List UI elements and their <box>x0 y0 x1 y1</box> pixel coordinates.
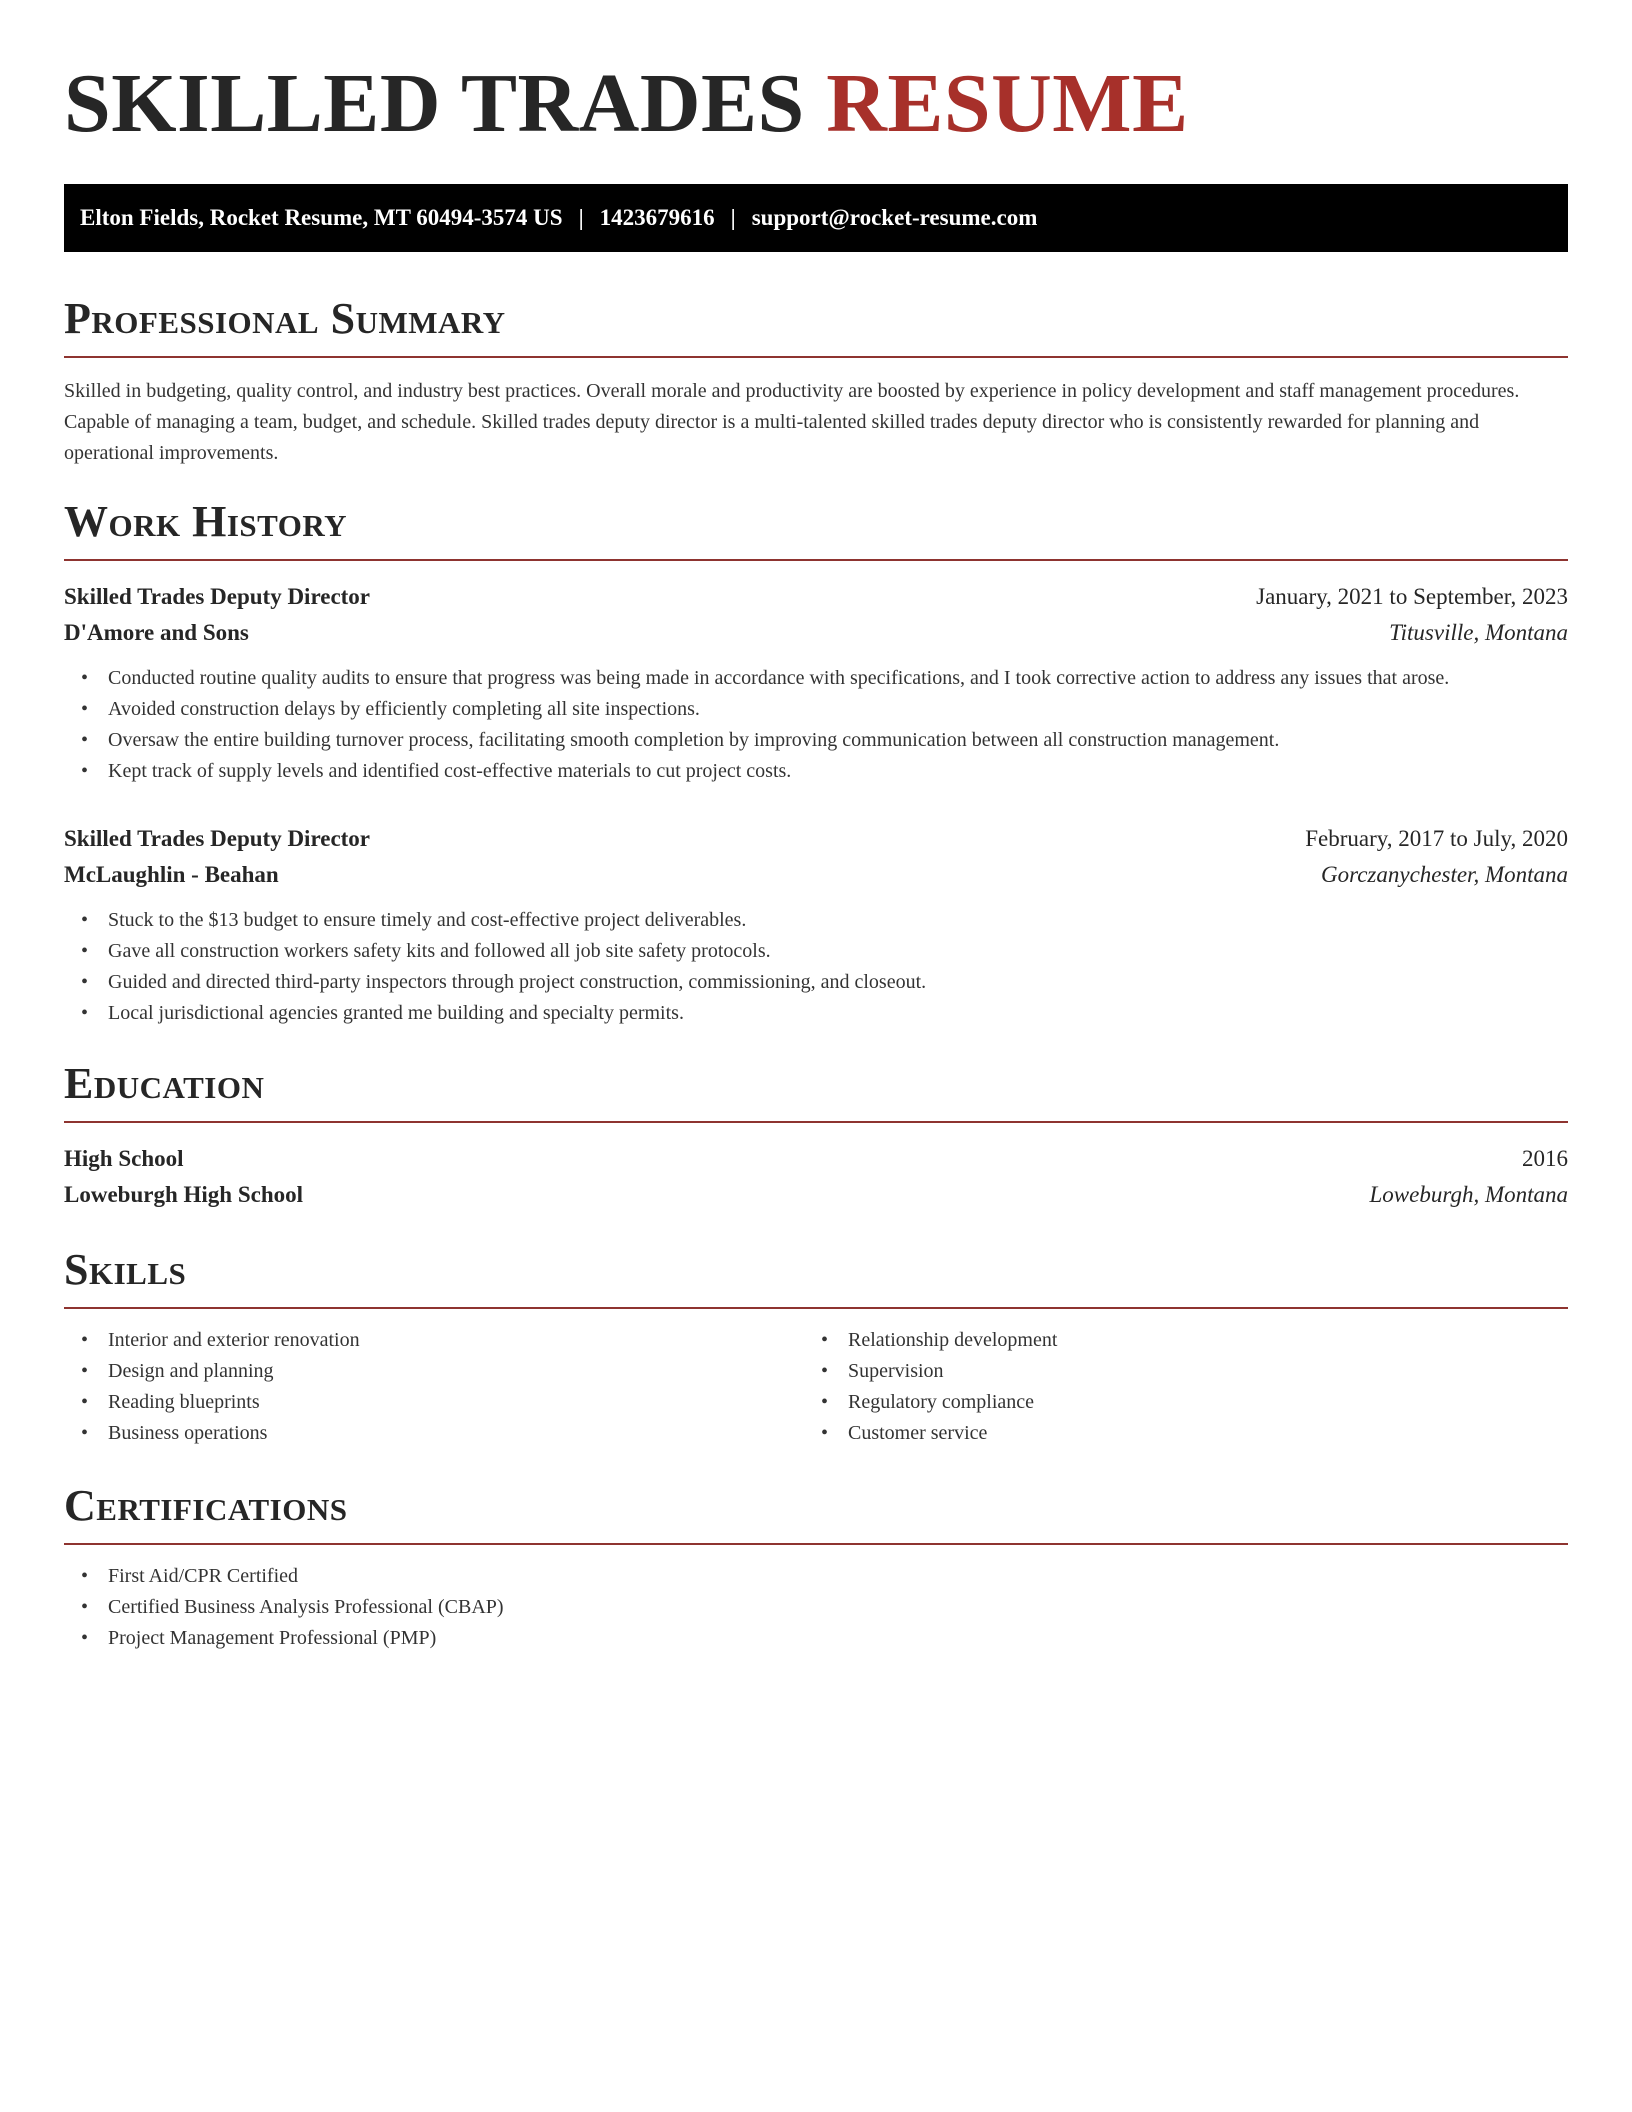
list-item: • First Aid/CPR Certified <box>64 1561 1568 1592</box>
contact-separator: | <box>730 205 736 230</box>
section-divider <box>64 559 1568 561</box>
job-dates: February, 2017 to July, 2020 <box>1305 826 1568 851</box>
education-school: Loweburgh High School <box>64 1182 303 1207</box>
work-history-heading: Work History <box>64 497 348 546</box>
job-title: Skilled Trades Deputy Director <box>64 826 371 851</box>
contact-email: support@rocket-resume.com <box>751 205 1038 230</box>
title-main: SKILLED TRADES <box>64 57 805 150</box>
job-entry <box>64 579 1568 787</box>
skills-list-left <box>64 1325 804 1449</box>
education-entry <box>64 1141 1568 1213</box>
education-degree-row <box>64 1141 1568 1177</box>
job-location: Gorczanychester, Montana <box>1321 862 1568 887</box>
certifications-section <box>64 1479 1568 1654</box>
list-item: • Oversaw the entire building turnover process, facilitating smooth completion by improving communication between all construction management. <box>64 725 1568 756</box>
list-item: • Avoided construction delays by efficiently completing all site inspections. <box>64 694 1568 725</box>
contact-bar <box>64 184 1568 252</box>
contact-phone: 1423679616 <box>599 205 715 230</box>
list-item: • Reading blueprints <box>64 1387 804 1418</box>
section-divider <box>64 1121 1568 1123</box>
skills-heading: Skills <box>64 1245 187 1294</box>
resume-title <box>64 52 1568 156</box>
list-item: • Supervision <box>804 1356 1544 1387</box>
title-accent: RESUME <box>826 57 1189 150</box>
list-item: • Regulatory compliance <box>804 1387 1544 1418</box>
list-item: • Interior and exterior renovation <box>64 1325 804 1356</box>
list-item: • Kept track of supply levels and identified cost-effective materials to cut project costs. <box>64 756 1568 787</box>
education-year: 2016 <box>1522 1146 1568 1171</box>
list-item: • Design and planning <box>64 1356 804 1387</box>
summary-text: Skilled in budgeting, quality control, and industry best practices. Overall morale and productivity are boosted by experience in policy development and staff management procedures. Capable of managing a team, budget, and schedule. Skilled trades deputy director is a multi-talented skilled trades deputy director who is consistently rewarded for planning and operational improvements. <box>64 380 1520 464</box>
list-item: • Local jurisdictional agencies granted me building and specialty permits. <box>64 998 1568 1029</box>
certifications-list <box>64 1561 1568 1654</box>
contact-address: Elton Fields, Rocket Resume, MT 60494-3574 US <box>80 205 563 230</box>
list-item: • Certified Business Analysis Professional (CBAP) <box>64 1592 1568 1623</box>
job-company-row <box>64 857 1568 893</box>
list-item: • Stuck to the $13 budget to ensure timely and cost-effective project deliverables. <box>64 905 1568 936</box>
list-item: • Project Management Professional (PMP) <box>64 1623 1568 1654</box>
job-entry <box>64 821 1568 1029</box>
job-bullets <box>64 905 1568 1029</box>
section-divider <box>64 1307 1568 1309</box>
summary-heading: Professional Summary <box>64 294 506 343</box>
list-item: • Customer service <box>804 1418 1544 1449</box>
education-heading: Education <box>64 1059 265 1108</box>
job-dates: January, 2021 to September, 2023 <box>1256 584 1568 609</box>
list-item: • Conducted routine quality audits to ensure that progress was being made in accordance with specifications, and I took corrective action to address any issues that arose. <box>64 663 1568 694</box>
summary-section <box>64 292 1568 469</box>
list-item: • Gave all construction workers safety kits and followed all job site safety protocols. <box>64 936 1568 967</box>
skills-list-right <box>804 1325 1544 1449</box>
list-item: • Business operations <box>64 1418 804 1449</box>
education-degree: High School <box>64 1146 184 1171</box>
education-location: Loweburgh, Montana <box>1369 1182 1568 1207</box>
skills-columns <box>64 1325 1568 1449</box>
education-school-row <box>64 1177 1568 1213</box>
list-item: • Relationship development <box>804 1325 1544 1356</box>
contact-separator: | <box>578 205 584 230</box>
job-bullets <box>64 663 1568 787</box>
job-title: Skilled Trades Deputy Director <box>64 584 371 609</box>
section-divider <box>64 1543 1568 1545</box>
skills-section <box>64 1243 1568 1449</box>
job-header-row <box>64 579 1568 615</box>
job-location: Titusville, Montana <box>1389 620 1568 645</box>
list-item: • Guided and directed third-party inspectors through project construction, commissioning, and closeout. <box>64 967 1568 998</box>
job-company-row <box>64 615 1568 651</box>
certifications-heading: Certifications <box>64 1481 348 1530</box>
job-company: McLaughlin - Beahan <box>64 862 279 887</box>
section-divider <box>64 356 1568 358</box>
education-section <box>64 1057 1568 1213</box>
job-company: D'Amore and Sons <box>64 620 249 645</box>
work-history-section <box>64 495 1568 1029</box>
job-header-row <box>64 821 1568 857</box>
